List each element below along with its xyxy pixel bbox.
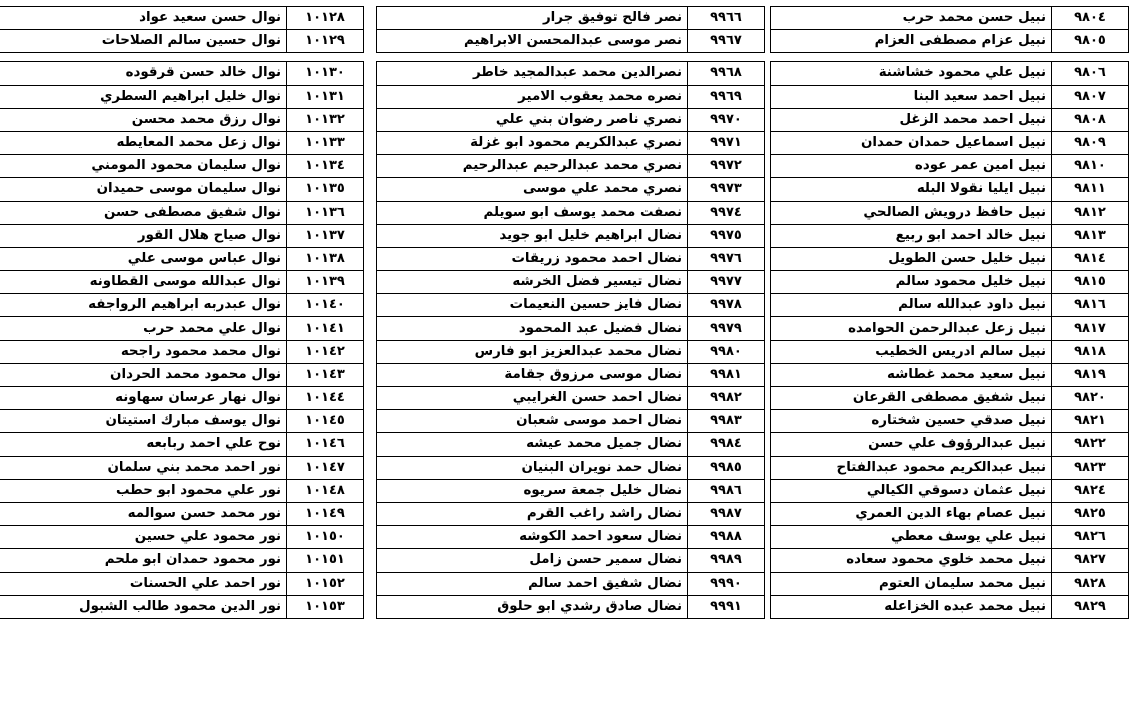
table-row: [771, 62, 1129, 85]
person-name: نصره محمد يعقوب الامير: [377, 85, 688, 108]
person-name: نوال خالد حسن قرقوده: [0, 62, 287, 85]
record-number: ١٠١٤٩: [287, 502, 364, 525]
table-row: [771, 30, 1129, 53]
record-number: ٩٨٢٢: [1052, 433, 1129, 456]
record-number: ١٠١٥٠: [287, 526, 364, 549]
person-name: نوال محمود محمد الحردان: [0, 363, 287, 386]
record-number: ١٠١٤٥: [287, 410, 364, 433]
table-row: [0, 526, 364, 549]
person-name: نوال زعل محمد المعايطه: [0, 131, 287, 154]
person-name: نبيل عزام مصطفى العزام: [771, 30, 1052, 53]
record-number: ٩٨٢٠: [1052, 387, 1129, 410]
person-name: نوال يوسف مبارك استيتان: [0, 410, 287, 433]
record-number: ٩٨١٢: [1052, 201, 1129, 224]
person-name: نصري ناصر رضوان بني علي: [377, 108, 688, 131]
record-number: ١٠١٢٩: [287, 30, 364, 53]
table-row: [0, 224, 364, 247]
person-name: نوال صياح هلال القور: [0, 224, 287, 247]
record-number: ٩٨١٠: [1052, 155, 1129, 178]
table-row: [0, 479, 364, 502]
person-name: نور محمود علي حسين: [0, 526, 287, 549]
record-number: ١٠١٤٧: [287, 456, 364, 479]
record-number: ٩٨٢٦: [1052, 526, 1129, 549]
record-number: ٩٨٢٥: [1052, 502, 1129, 525]
record-number: ١٠١٥٢: [287, 572, 364, 595]
person-name: نبيل محمد سليمان العتوم: [771, 572, 1052, 595]
person-name: نبيل شفيق مصطفى القرعان: [771, 387, 1052, 410]
table-body: [0, 7, 364, 619]
table-row: [377, 317, 765, 340]
person-name: نبيل امين عمر عوده: [771, 155, 1052, 178]
table-row: [377, 549, 765, 572]
gap-cell: [0, 53, 364, 62]
record-number: ٩٨٢٤: [1052, 479, 1129, 502]
table-row: [377, 456, 765, 479]
table-row: [377, 410, 765, 433]
table-row: [0, 294, 364, 317]
record-number: ٩٩٨٦: [688, 479, 765, 502]
table-row: [377, 340, 765, 363]
table-row: [771, 340, 1129, 363]
person-name: نبيل علي يوسف معطي: [771, 526, 1052, 549]
table-row: [0, 502, 364, 525]
record-number: ٩٨٠٦: [1052, 62, 1129, 85]
table-row: [771, 595, 1129, 618]
table-row: [0, 247, 364, 270]
table-row: [0, 549, 364, 572]
record-number: ١٠١٣٨: [287, 247, 364, 270]
record-number: ٩٩٨١: [688, 363, 765, 386]
section-gap: [771, 53, 1129, 62]
table-row: [0, 595, 364, 618]
person-name: نبيل سعيد محمد غطاشه: [771, 363, 1052, 386]
names-table-middle: [376, 6, 765, 619]
table-row: [377, 502, 765, 525]
person-name: نضال تيسير فضل الخرشه: [377, 271, 688, 294]
record-number: ٩٩٧٨: [688, 294, 765, 317]
person-name: نضال احمد حسن الغرايبي: [377, 387, 688, 410]
table-row: [377, 294, 765, 317]
record-number: ٩٨٢٣: [1052, 456, 1129, 479]
person-name: نوال محمد محمود راجحه: [0, 340, 287, 363]
table-row: [0, 30, 364, 53]
record-number: ٩٩٦٧: [688, 30, 765, 53]
person-name: نور علي محمود ابو حطب: [0, 479, 287, 502]
person-name: نصري عبدالكريم محمود ابو غزلة: [377, 131, 688, 154]
person-name: نوال سليمان موسى حميدان: [0, 178, 287, 201]
record-number: ٩٩٧٣: [688, 178, 765, 201]
record-number: ٩٩٧٩: [688, 317, 765, 340]
record-number: ١٠١٤٠: [287, 294, 364, 317]
table-row: [771, 433, 1129, 456]
person-name: نضال سعود احمد الكوشه: [377, 526, 688, 549]
person-name: نوال سليمان محمود المومني: [0, 155, 287, 178]
person-name: نضال راشد راغب القرم: [377, 502, 688, 525]
person-name: نصري محمد عبدالرحيم عبدالرحيم: [377, 155, 688, 178]
person-name: نوال حسين سالم الصلاحات: [0, 30, 287, 53]
table-row: [771, 85, 1129, 108]
person-name: نضال شفيق احمد سالم: [377, 572, 688, 595]
record-number: ١٠١٣٩: [287, 271, 364, 294]
person-name: نبيل حافظ درويش الصالحي: [771, 201, 1052, 224]
table-row: [377, 108, 765, 131]
table-row: [377, 363, 765, 386]
table-row: [0, 178, 364, 201]
table-row: [771, 271, 1129, 294]
record-number: ٩٨٠٤: [1052, 7, 1129, 30]
person-name: نضال جميل محمد عيشه: [377, 433, 688, 456]
record-number: ٩٩٦٨: [688, 62, 765, 85]
person-name: نضال احمد موسى شعبان: [377, 410, 688, 433]
table-row: [377, 526, 765, 549]
person-name: نبيل ايليا نقولا البله: [771, 178, 1052, 201]
table-row: [0, 108, 364, 131]
table-row: [0, 572, 364, 595]
table-row: [771, 363, 1129, 386]
record-number: ٩٩٧٧: [688, 271, 765, 294]
person-name: نبيل محمد خلوي محمود سعاده: [771, 549, 1052, 572]
record-number: ٩٩٧٥: [688, 224, 765, 247]
person-name: نوال رزق محمد محسن: [0, 108, 287, 131]
table-row: [771, 7, 1129, 30]
gap-cell: [377, 53, 765, 62]
person-name: نوال عبدربه ابراهيم الرواجفه: [0, 294, 287, 317]
table-row: [377, 85, 765, 108]
table-row: [377, 595, 765, 618]
table-row: [0, 85, 364, 108]
record-number: ٩٩٨٤: [688, 433, 765, 456]
record-number: ٩٩٧٠: [688, 108, 765, 131]
person-name: نوال عباس موسى علي: [0, 247, 287, 270]
person-name: نبيل حسن محمد حرب: [771, 7, 1052, 30]
record-number: ٩٩٧٢: [688, 155, 765, 178]
person-name: نضال احمد محمود زريقات: [377, 247, 688, 270]
table-row: [771, 178, 1129, 201]
record-number: ٩٨٠٩: [1052, 131, 1129, 154]
table-row: [377, 155, 765, 178]
person-name: نبيل خالد احمد ابو ربيع: [771, 224, 1052, 247]
table-row: [771, 572, 1129, 595]
record-number: ١٠١٣٣: [287, 131, 364, 154]
person-name: نضال سمير حسن زامل: [377, 549, 688, 572]
table-row: [771, 410, 1129, 433]
record-number: ٩٩٨٥: [688, 456, 765, 479]
record-number: ١٠١٣١: [287, 85, 364, 108]
table-row: [771, 456, 1129, 479]
table-row: [771, 479, 1129, 502]
record-number: ٩٩٧٦: [688, 247, 765, 270]
record-number: ٩٩٨٨: [688, 526, 765, 549]
record-number: ٩٩٩١: [688, 595, 765, 618]
person-name: نبيل محمد عبده الخزاعله: [771, 595, 1052, 618]
person-name: نور محمد حسن سوالمه: [0, 502, 287, 525]
person-name: نبيل داود عبدالله سالم: [771, 294, 1052, 317]
table-row: [0, 155, 364, 178]
table-row: [0, 201, 364, 224]
record-number: ٩٨٢٨: [1052, 572, 1129, 595]
names-table-right: [770, 6, 1129, 619]
record-number: ١٠١٤٤: [287, 387, 364, 410]
table-row: [0, 317, 364, 340]
person-name: نوال شفيق مصطفى حسن: [0, 201, 287, 224]
table-row: [377, 433, 765, 456]
person-name: نبيل سالم ادريس الخطيب: [771, 340, 1052, 363]
record-number: ٩٩٨٠: [688, 340, 765, 363]
record-number: ٩٨٢٧: [1052, 549, 1129, 572]
table-row: [377, 387, 765, 410]
record-number: ٩٩٩٠: [688, 572, 765, 595]
record-number: ١٠١٤٣: [287, 363, 364, 386]
record-number: ٩٨٠٨: [1052, 108, 1129, 131]
record-number: ١٠١٤٦: [287, 433, 364, 456]
table-row: [0, 62, 364, 85]
person-name: نصري محمد علي موسى: [377, 178, 688, 201]
person-name: نصفت محمد يوسف ابو سويلم: [377, 201, 688, 224]
table-row: [771, 201, 1129, 224]
person-name: نور محمود حمدان ابو ملحم: [0, 549, 287, 572]
table-row: [377, 247, 765, 270]
record-number: ٩٩٨٢: [688, 387, 765, 410]
table-row: [377, 224, 765, 247]
person-name: نبيل احمد سعيد البنا: [771, 85, 1052, 108]
record-number: ٩٨٢٩: [1052, 595, 1129, 618]
table-row: [0, 7, 364, 30]
table-row: [771, 549, 1129, 572]
person-name: نضال حمد نويران البنيان: [377, 456, 688, 479]
record-number: ١٠١٤٢: [287, 340, 364, 363]
table-row: [377, 30, 765, 53]
person-name: نوال علي محمد حرب: [0, 317, 287, 340]
record-number: ٩٨١٦: [1052, 294, 1129, 317]
table-row: [0, 387, 364, 410]
record-number: ٩٩٧١: [688, 131, 765, 154]
person-name: نوال حسن سعيد عواد: [0, 7, 287, 30]
person-name: نضال ابراهيم خليل ابو جويد: [377, 224, 688, 247]
record-number: ١٠١٣٧: [287, 224, 364, 247]
record-number: ١٠١٤٨: [287, 479, 364, 502]
record-number: ٩٨١٧: [1052, 317, 1129, 340]
record-number: ٩٩٨٩: [688, 549, 765, 572]
person-name: نضال صادق رشدي ابو حلوق: [377, 595, 688, 618]
gap-cell: [771, 53, 1129, 62]
person-name: نبيل خليل محمود سالم: [771, 271, 1052, 294]
person-name: نبيل علي محمود خشاشنة: [771, 62, 1052, 85]
table-row: [377, 131, 765, 154]
table-row: [771, 131, 1129, 154]
table-row: [771, 108, 1129, 131]
person-name: نضال فضيل عبد المحمود: [377, 317, 688, 340]
section-gap: [377, 53, 765, 62]
record-number: ٩٩٨٣: [688, 410, 765, 433]
record-number: ٩٨٢١: [1052, 410, 1129, 433]
person-name: نصر موسى عبدالمحسن الابراهيم: [377, 30, 688, 53]
names-table-left: [0, 6, 364, 619]
record-number: ١٠١٣٥: [287, 178, 364, 201]
record-number: ٩٨٠٧: [1052, 85, 1129, 108]
person-name: نضال محمد عبدالعزيز ابو فارس: [377, 340, 688, 363]
table-row: [377, 201, 765, 224]
person-name: نضال فايز حسين النعيمات: [377, 294, 688, 317]
person-name: نبيل عبدالرؤوف علي حسن: [771, 433, 1052, 456]
table-row: [771, 155, 1129, 178]
person-name: نبيل عصام بهاء الدين العمري: [771, 502, 1052, 525]
table-body: [377, 7, 765, 619]
table-row: [0, 433, 364, 456]
record-number: ١٠١٥١: [287, 549, 364, 572]
record-number: ١٠١٣٠: [287, 62, 364, 85]
table-row: [377, 271, 765, 294]
person-name: نضال موسى مرزوق جقامة: [377, 363, 688, 386]
record-number: ١٠١٢٨: [287, 7, 364, 30]
person-name: نضال خليل جمعة سريوه: [377, 479, 688, 502]
person-name: نبيل عبدالكريم محمود عبدالفتاح: [771, 456, 1052, 479]
table-row: [0, 410, 364, 433]
record-number: ٩٨٠٥: [1052, 30, 1129, 53]
person-name: نبيل خليل حسن الطويل: [771, 247, 1052, 270]
person-name: نور احمد علي الحسنات: [0, 572, 287, 595]
person-name: نبيل اسماعيل حمدان حمدان: [771, 131, 1052, 154]
table-row: [771, 317, 1129, 340]
person-name: نبيل احمد محمد الزغل: [771, 108, 1052, 131]
person-name: نصر فالح توفيق جرار: [377, 7, 688, 30]
person-name: نصرالدين محمد عبدالمجيد خاطر: [377, 62, 688, 85]
table-row: [0, 363, 364, 386]
record-number: ١٠١٣٦: [287, 201, 364, 224]
record-number: ١٠١٤١: [287, 317, 364, 340]
table-body: [771, 7, 1129, 619]
table-row: [0, 340, 364, 363]
table-row: [771, 526, 1129, 549]
table-row: [771, 387, 1129, 410]
record-number: ١٠١٣٤: [287, 155, 364, 178]
record-number: ٩٨١٣: [1052, 224, 1129, 247]
table-row: [771, 224, 1129, 247]
person-name: نبيل زعل عبدالرحمن الحوامده: [771, 317, 1052, 340]
table-row: [771, 247, 1129, 270]
table-row: [771, 502, 1129, 525]
section-gap: [0, 53, 364, 62]
person-name: نوح علي احمد ربابعه: [0, 433, 287, 456]
record-number: ٩٨١١: [1052, 178, 1129, 201]
table-row: [0, 271, 364, 294]
table-row: [377, 7, 765, 30]
person-name: نبيل عثمان دسوقي الكيالي: [771, 479, 1052, 502]
person-name: نور احمد محمد بني سلمان: [0, 456, 287, 479]
record-number: ٩٩٦٩: [688, 85, 765, 108]
person-name: نبيل صدقي حسين شختاره: [771, 410, 1052, 433]
table-row: [377, 479, 765, 502]
person-name: نوال عبدالله موسى القطاونه: [0, 271, 287, 294]
person-name: نور الدين محمود طالب الشبول: [0, 595, 287, 618]
record-number: ٩٨١٥: [1052, 271, 1129, 294]
record-number: ١٠١٣٢: [287, 108, 364, 131]
table-row: [377, 178, 765, 201]
record-number: ١٠١٥٣: [287, 595, 364, 618]
table-row: [377, 62, 765, 85]
record-number: ٩٨١٨: [1052, 340, 1129, 363]
table-row: [771, 294, 1129, 317]
record-number: ٩٨١٤: [1052, 247, 1129, 270]
record-number: ٩٩٨٧: [688, 502, 765, 525]
table-row: [377, 572, 765, 595]
person-name: نوال خليل ابراهيم السطري: [0, 85, 287, 108]
table-row: [0, 456, 364, 479]
record-number: ٩٨١٩: [1052, 363, 1129, 386]
record-number: ٩٩٧٤: [688, 201, 765, 224]
person-name: نوال نهار عرسان سهاونه: [0, 387, 287, 410]
record-number: ٩٩٦٦: [688, 7, 765, 30]
table-row: [0, 131, 364, 154]
